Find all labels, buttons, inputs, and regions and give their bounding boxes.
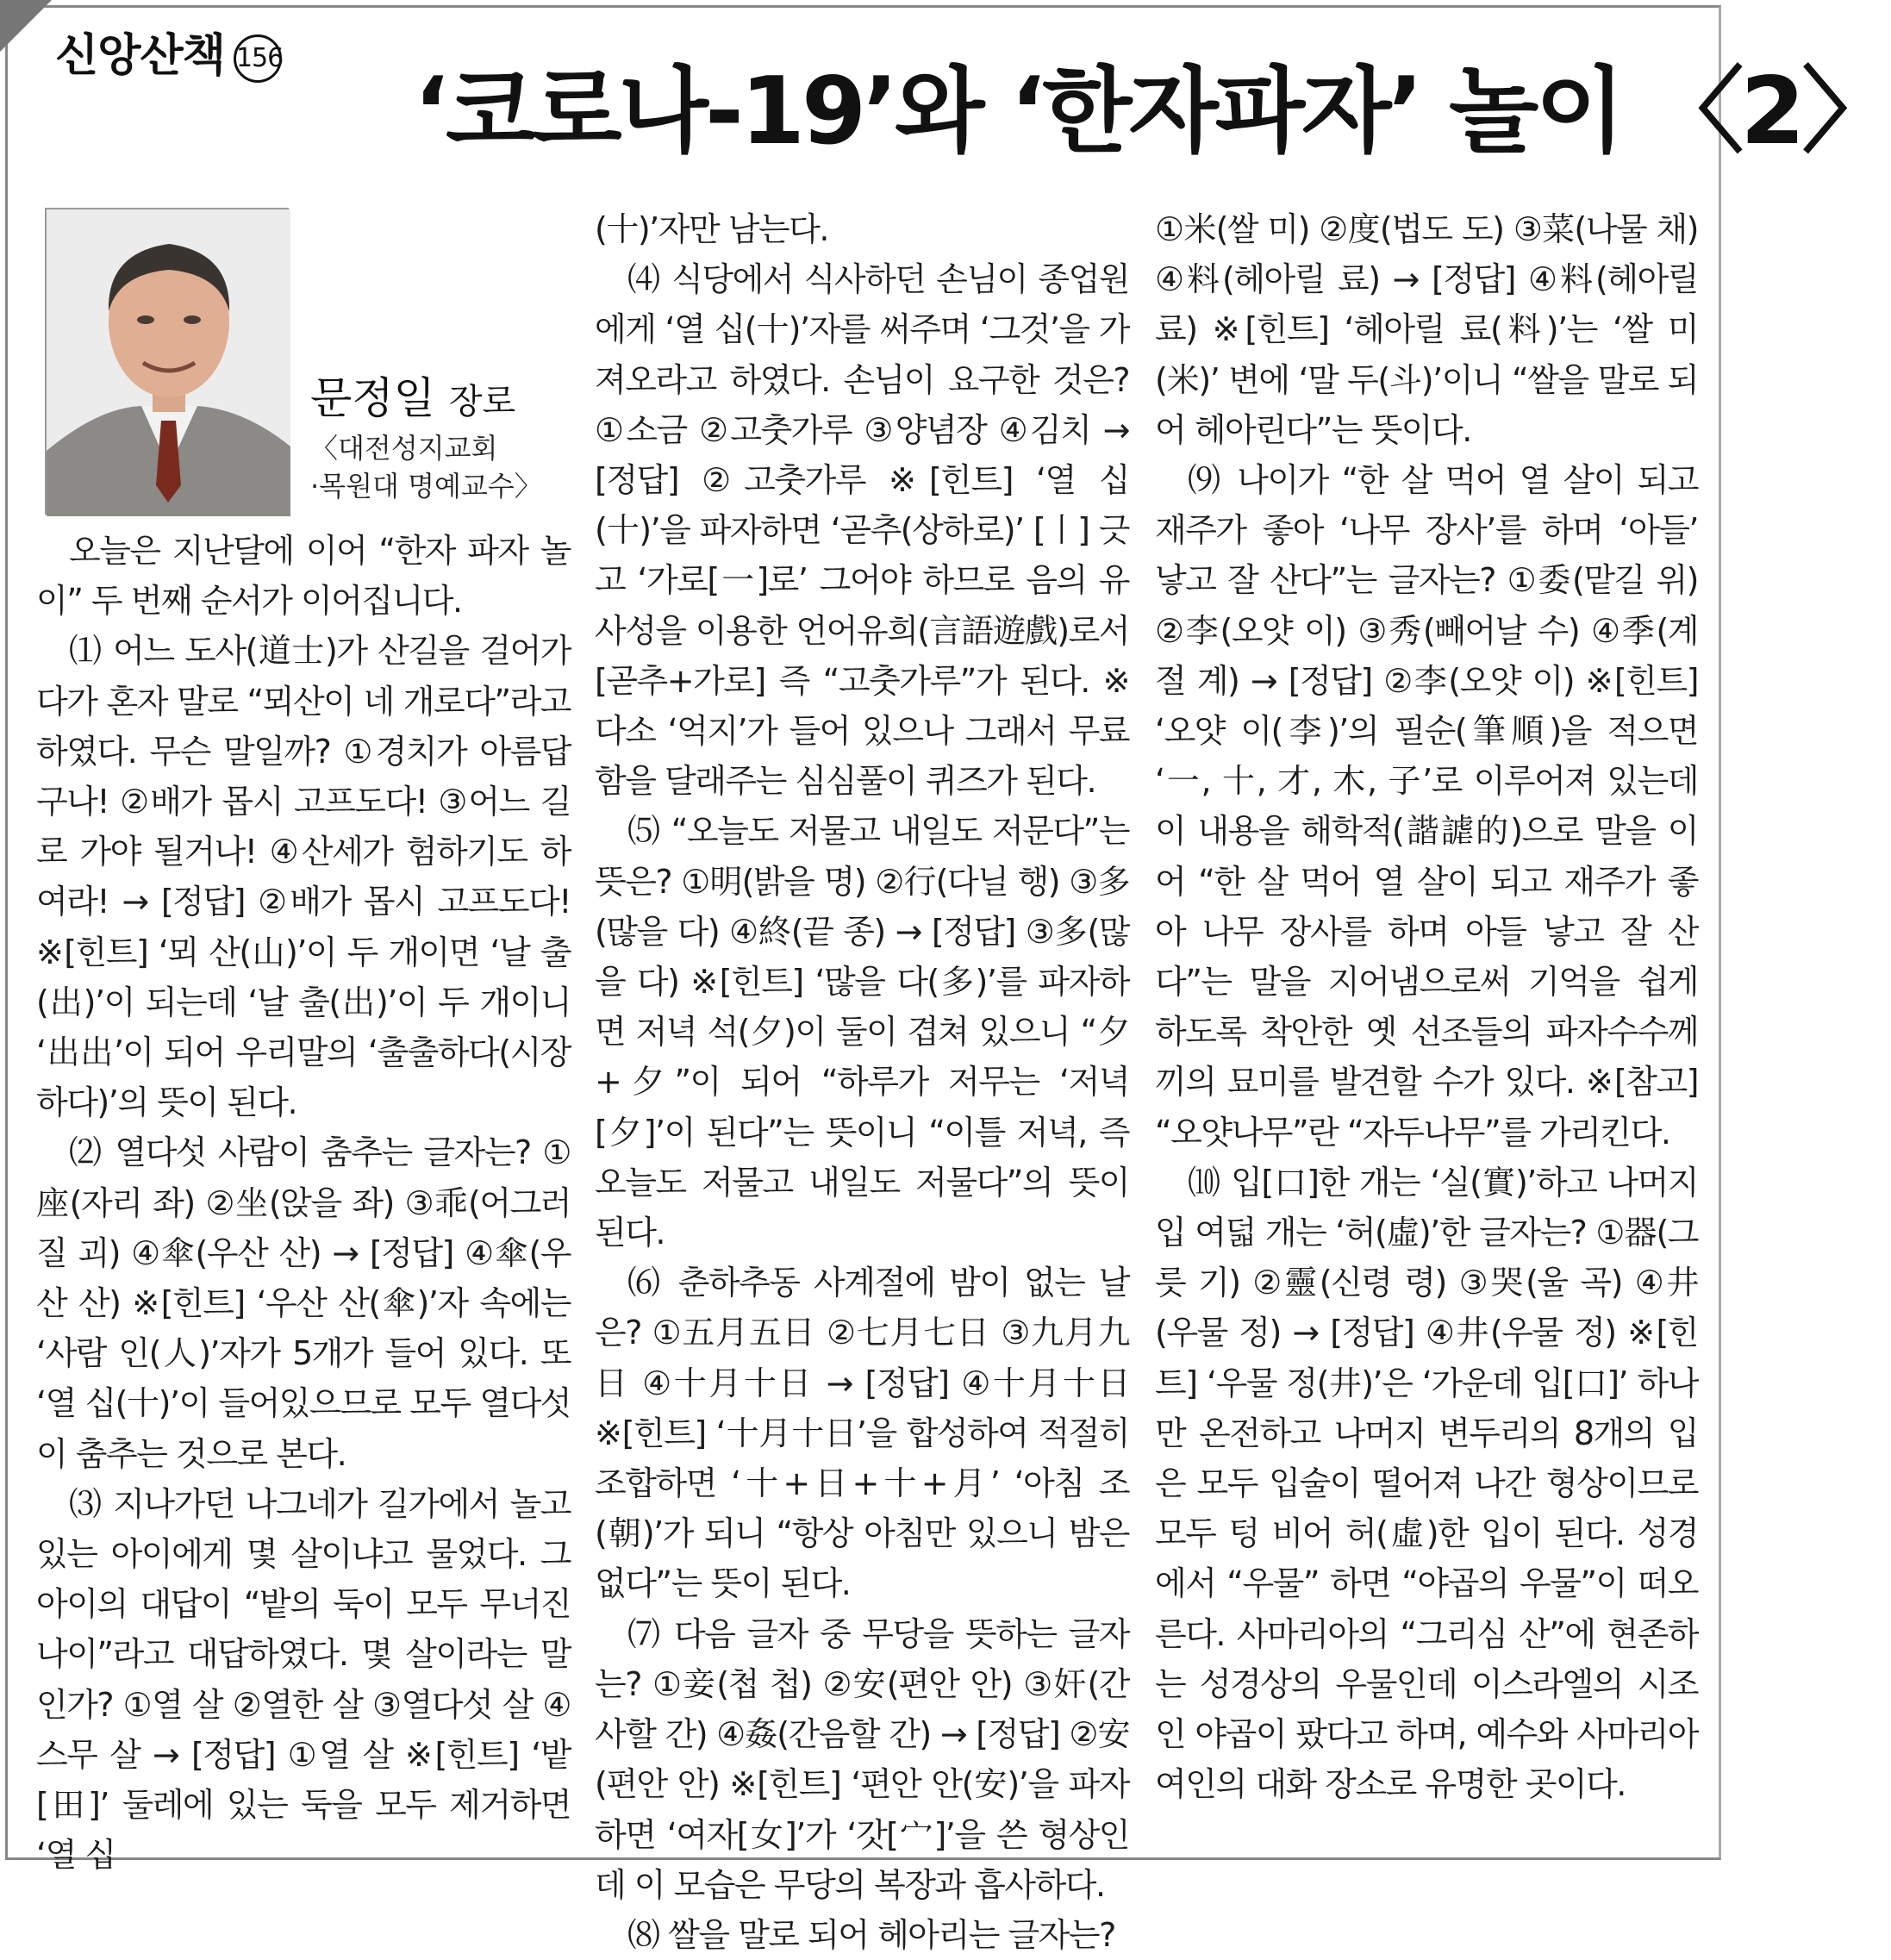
corner-tab [0,0,52,52]
article-title: ‘코로나-19’와 ‘한자파자’ 놀이 〈2〉 [414,58,1891,165]
paragraph: ⑷ 식당에서 식사하던 손님이 종업원에게 ‘열 십(十)’자를 써주며 ‘그것’을 가져오라고 하였다. 손님이 요구한 것은? ①소금 ②고춧가루 ③양념장 ④김치 → [정답] ②고춧가루 ※[힌트] ‘열 십(十)’을 파자하면 ‘곧추(상하로)’ [丨] 긋고 ‘가로[一]로’ 그어야 하므로 음의 유사성을 이용한 언어유희(言語遊戲)로서 [곧추+가로] 즉 “고춧가루”가 된다. ※다소 ‘억지’가 들어 있으나 그래서 무료함을 달래주는 심심풀이 퀴즈가 된다. [595,260,1129,801]
paragraph: ⑵ 열다섯 사람이 춤추는 글자는? ①座(자리 좌) ②坐(앉을 좌) ③乖(어그러질 괴) ④傘(우산 산) → [정답] ④傘(우산 산) ※[힌트] ‘우산 산(傘)’자 속에는 ‘사람 인(人)’자가 5개가 들어 있다. 또 ‘열 십(十)’이 들어있으므로 모두 열다섯이 춤추는 것으로 본다. [36,1133,571,1473]
author-affiliation-line-1: 〈대전성지교회 [310,432,498,465]
paragraph: ⑴ 어느 도사(道士)가 산길을 걸어가다가 혼자 말로 “뫼산이 네 개로다”라고 하였다. 무슨 말일까? ①경치가 아름답구나! ②배가 몹시 고프도다! ③어느 길로 가야 될거나! ④산세가 험하기도 하여라! → [정답] ②배가 몹시 고프도다! ※[힌트] ‘뫼 산(山)’이 두 개이면 ‘날 출(出)’이 되는데 ‘날 출(出)’이 두 개이니 ‘出出’이 되어 우리말의 ‘출출하다(시장하다)’의 뜻이 된다. [36,632,571,1122]
text-column-2 [595,204,1129,1954]
paragraph: ⑸ “오늘도 저물고 내일도 저문다”는 뜻은? ①明(밝을 명) ②行(다닐 행) ③多(많을 다) ④終(끝 종) → [정답] ③多(많을 다) ※[힌트] ‘많을 다(多)’를 파자하면 저녁 석(夕)이 둘이 겹쳐 있으니 “夕+夕”이 되어 “하루가 저무는 ‘저녁[夕]’이 된다”는 뜻이니 “이틀 저녁, 즉 오늘도 저물고 내일도 저물다”의 뜻이 된다. [595,812,1129,1252]
paragraph: (十)’자만 남는다. [595,210,828,248]
author-block [310,371,569,505]
author-name: 문정일 [310,373,435,423]
paragraph: ⑹ 춘하추동 사계절에 밤이 없는 날은? ①五月五日 ②七月七日 ③九月九日 ④十月十日 → [정답] ④十月十日 ※[힌트] ‘十月十日’을 합성하여 적절히 조합하면 ‘十+日+十+月’ ‘아침 조(朝)’가 되니 “항상 아침만 있으니 밤은 없다”는 뜻이 된다. [595,1264,1129,1603]
paragraph: ⑻ 쌀을 말로 되어 헤아리는 글자는? [627,1915,1115,1954]
text-column-1 [36,526,571,1875]
author-portrait-icon [47,209,290,516]
author-photo [45,208,289,515]
paragraph: ⑺ 다음 글자 중 무당을 뜻하는 글자는? ①妾(첩 첩) ②安(편안 안) ③奸(간사할 간) ④姦(간음할 간) → [정답] ②安(편안 안) ※[힌트] ‘편안 안(安)’을 파자하면 ‘여자[女]’가 ‘갓[宀]’을 쓴 형상인데 이 모습은 무당의 복장과 흡사하다. [595,1614,1129,1904]
author-role: 장로 [448,382,516,421]
series-number-badge: 156 [234,34,282,83]
paragraph: ⑽ 입[口]한 개는 ‘실(實)’하고 나머지 입 여덟 개는 ‘허(虛)’한 글자는? ①器(그릇 기) ②靈(신령 령) ③哭(울 곡) ④井(우물 정) → [정답] ④井(우물 정) ※[힌트] ‘우물 정(井)’은 ‘가운데 입[口]’ 하나만 온전하고 나머지 변두리의 8개의 입은 모두 입술이 떨어져 나간 형상이므로 모두 텅 비어 허(虛)한 입이 된다. 성경에서 “우물” 하면 “야곱의 우물”이 떠오른다. 사마리아의 “그리심 산”에 현존하는 성경상의 우물인데 이스라엘의 시조인 야곱이 팠다고 하며, 예수와 사마리아 여인의 대화 장소로 유명한 곳이다. [1155,1163,1698,1804]
series-label [55,19,282,84]
paragraph: 오늘은 지난달에 이어 “한자 파자 놀이” 두 번째 순서가 이어집니다. [36,532,571,621]
series-name: 신앙산책 [55,30,225,82]
text-column-3 [1155,204,1698,1833]
author-affiliation-line-2: ·목원대 명예교수〉 [310,470,542,502]
paragraph: ⑼ 나이가 “한 살 먹어 열 살이 되고 재주가 좋아 ‘나무 장사’를 하며 ‘아들’ 낳고 잘 산다”는 글자는? ①委(맡길 위) ②李(오얏 이) ③秀(빼어날 수) ④季(계절 계) → [정답] ②李(오얏 이) ※[힌트] ‘오얏 이(李)’의 필순(筆順)을 적으면 ‘一, 十, 才, 木, 子’로 이루어져 있는데 이 내용을 해학적(諧謔的)으로 말을 이어 “한 살 먹어 열 살이 되고 재주가 좋아 나무 장사를 하며 아들 낳고 잘 산다”는 말을 지어냄으로써 기억을 쉽게 하도록 착안한 옛 선조들의 파자수수께끼의 묘미를 발견할 수가 있다. ※[참고] “오얏나무”란 “자두나무”를 가리킨다. [1155,461,1698,1152]
paragraph: ⑶ 지나가던 나그네가 길가에서 놀고 있는 아이에게 몇 살이냐고 물었다. 그 아이의 대답이 “밭의 둑이 모두 무너진 나이”라고 대답하였다. 몇 살이라는 말인가? ①열 살 ②열한 살 ③열다섯 살 ④스무 살 → [정답] ①열 살 ※[힌트] ‘밭[田]’ 둘레에 있는 둑을 모두 제거하면 ‘열 십 [36,1484,571,1875]
paragraph: ①米(쌀 미) ②度(법도 도) ③菜(나물 채) ④料(헤아릴 료) → [정답] ④料(헤아릴 료) ※[힌트] ‘헤아릴 료(料)’는 ‘쌀 미(米)’ 변에 ‘말 두(斗)’이니 “쌀을 말로 되어 헤아린다”는 뜻이다. [1155,210,1698,449]
author-name-line [310,371,569,429]
